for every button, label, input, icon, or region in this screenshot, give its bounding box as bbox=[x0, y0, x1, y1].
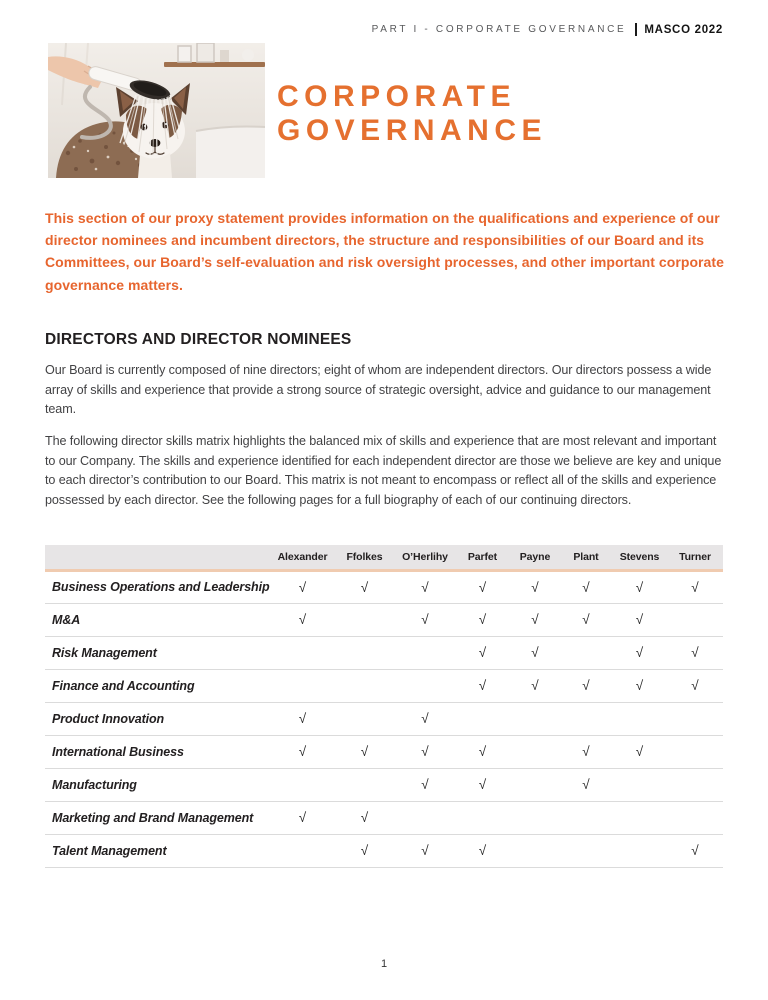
check-empty bbox=[510, 702, 560, 735]
check-mark: √ bbox=[455, 669, 510, 702]
check-empty bbox=[271, 768, 334, 801]
check-mark: √ bbox=[271, 603, 334, 636]
director-column-header: O’Herlihy bbox=[395, 545, 455, 570]
check-mark: √ bbox=[455, 570, 510, 603]
check-mark: √ bbox=[271, 570, 334, 603]
skill-label: M&A bbox=[45, 603, 271, 636]
check-mark: √ bbox=[667, 669, 723, 702]
check-empty bbox=[510, 801, 560, 834]
dog-shower-photo bbox=[48, 43, 265, 178]
check-empty bbox=[667, 735, 723, 768]
check-empty bbox=[334, 603, 395, 636]
body-paragraph-2: The following director skills matrix highlights the balanced mix of skills and experience that are most relevant and important to our Company. The skills and experience identified for each independent director are those we believe are key and unique to each director’s contribution to our Board. This matrix is not meant to encompass or reflect all of the skills and experience possessed by each director. See the following pages for a full biography of each of our continuing directors. bbox=[45, 434, 722, 507]
check-empty bbox=[334, 768, 395, 801]
matrix-body bbox=[45, 570, 723, 867]
matrix-corner-cell bbox=[45, 545, 271, 570]
page-title bbox=[277, 80, 547, 148]
check-empty bbox=[560, 801, 612, 834]
check-mark: √ bbox=[455, 636, 510, 669]
check-empty bbox=[271, 636, 334, 669]
check-empty bbox=[612, 768, 667, 801]
check-mark: √ bbox=[395, 570, 455, 603]
check-empty bbox=[667, 603, 723, 636]
check-mark: √ bbox=[334, 834, 395, 867]
check-mark: √ bbox=[334, 801, 395, 834]
part-label: PART I - CORPORATE GOVERNANCE bbox=[371, 24, 627, 35]
page-number: 1 bbox=[380, 958, 388, 970]
check-empty bbox=[334, 669, 395, 702]
check-empty bbox=[667, 702, 723, 735]
skill-label: Marketing and Brand Management bbox=[45, 801, 271, 834]
check-mark: √ bbox=[560, 603, 612, 636]
skill-label: Talent Management bbox=[45, 834, 271, 867]
skill-label: International Business bbox=[45, 735, 271, 768]
check-mark: √ bbox=[510, 603, 560, 636]
skill-label: Risk Management bbox=[45, 636, 271, 669]
check-mark: √ bbox=[395, 603, 455, 636]
check-empty bbox=[395, 801, 455, 834]
check-mark: √ bbox=[395, 834, 455, 867]
check-empty bbox=[667, 801, 723, 834]
table-row bbox=[45, 702, 723, 735]
check-empty bbox=[334, 636, 395, 669]
check-empty bbox=[612, 834, 667, 867]
check-empty bbox=[612, 702, 667, 735]
check-empty bbox=[612, 801, 667, 834]
check-mark: √ bbox=[455, 735, 510, 768]
check-mark: √ bbox=[334, 735, 395, 768]
check-mark: √ bbox=[510, 669, 560, 702]
check-mark: √ bbox=[334, 570, 395, 603]
table-row bbox=[45, 669, 723, 702]
check-mark: √ bbox=[455, 834, 510, 867]
skills-matrix-table bbox=[45, 545, 723, 868]
table-row bbox=[45, 768, 723, 801]
skill-label: Product Innovation bbox=[45, 702, 271, 735]
table-row bbox=[45, 570, 723, 603]
check-mark: √ bbox=[395, 702, 455, 735]
check-empty bbox=[334, 702, 395, 735]
page-title-line2: GOVERNANCE bbox=[277, 114, 548, 147]
running-header bbox=[372, 23, 723, 36]
check-empty bbox=[455, 702, 510, 735]
skill-label: Business Operations and Leadership bbox=[45, 570, 271, 603]
check-mark: √ bbox=[612, 603, 667, 636]
director-column-header: Turner bbox=[667, 545, 723, 570]
check-mark: √ bbox=[455, 768, 510, 801]
check-empty bbox=[510, 834, 560, 867]
table-row bbox=[45, 834, 723, 867]
check-mark: √ bbox=[395, 735, 455, 768]
check-empty bbox=[271, 834, 334, 867]
check-mark: √ bbox=[510, 570, 560, 603]
table-row bbox=[45, 636, 723, 669]
check-empty bbox=[395, 669, 455, 702]
director-column-header: Parfet bbox=[455, 545, 510, 570]
check-empty bbox=[510, 735, 560, 768]
check-empty bbox=[560, 834, 612, 867]
check-mark: √ bbox=[271, 702, 334, 735]
intro-paragraph: This section of our proxy statement provides information on the qualifications and experience of our director nominees and incumbent directors, the structure and responsibilities of our Board and its Committees, our Board’s self-evaluation and risk oversight processes, and other important corporate governance matters. bbox=[45, 210, 724, 293]
check-empty bbox=[271, 669, 334, 702]
director-column-header: Stevens bbox=[612, 545, 667, 570]
check-mark: √ bbox=[455, 603, 510, 636]
check-mark: √ bbox=[560, 768, 612, 801]
director-column-header: Ffolkes bbox=[334, 545, 395, 570]
header-divider bbox=[635, 23, 637, 36]
check-mark: √ bbox=[560, 735, 612, 768]
check-empty bbox=[560, 636, 612, 669]
section-heading: DIRECTORS AND DIRECTOR NOMINEES bbox=[45, 331, 352, 348]
director-column-header: Alexander bbox=[271, 545, 334, 570]
skill-label: Finance and Accounting bbox=[45, 669, 271, 702]
matrix-header-row bbox=[45, 545, 723, 570]
table-row bbox=[45, 801, 723, 834]
check-mark: √ bbox=[560, 570, 612, 603]
check-mark: √ bbox=[612, 669, 667, 702]
page-title-line1: CORPORATE bbox=[277, 80, 516, 113]
check-mark: √ bbox=[667, 834, 723, 867]
check-empty bbox=[395, 636, 455, 669]
check-mark: √ bbox=[510, 636, 560, 669]
brand-label: MASCO 2022 bbox=[644, 23, 723, 36]
director-column-header: Plant bbox=[560, 545, 612, 570]
check-mark: √ bbox=[667, 636, 723, 669]
check-mark: √ bbox=[612, 570, 667, 603]
check-mark: √ bbox=[271, 735, 334, 768]
check-mark: √ bbox=[395, 768, 455, 801]
check-mark: √ bbox=[560, 669, 612, 702]
check-empty bbox=[667, 768, 723, 801]
check-empty bbox=[560, 702, 612, 735]
check-empty bbox=[510, 768, 560, 801]
check-mark: √ bbox=[612, 735, 667, 768]
check-empty bbox=[455, 801, 510, 834]
check-mark: √ bbox=[667, 570, 723, 603]
director-column-header: Payne bbox=[510, 545, 560, 570]
table-row bbox=[45, 603, 723, 636]
body-paragraph-1: Our Board is currently composed of nine directors; eight of whom are independent directors. Our directors possess a wide array of skills and experience that provide a strong source of strategic oversight, advice and guidance to our management team. bbox=[45, 363, 712, 417]
skill-label: Manufacturing bbox=[45, 768, 271, 801]
check-mark: √ bbox=[271, 801, 334, 834]
check-mark: √ bbox=[612, 636, 667, 669]
table-row bbox=[45, 735, 723, 768]
